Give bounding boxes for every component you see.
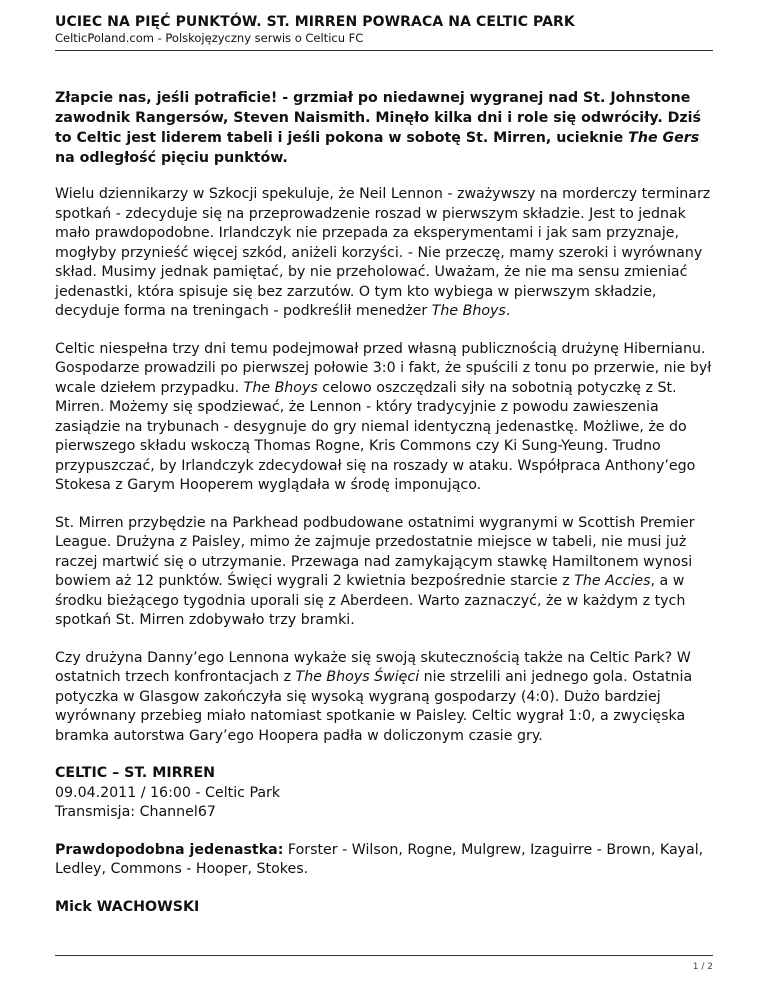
match-date: 09.04.2011 / 16:00 - Celtic Park bbox=[55, 784, 281, 801]
match-info bbox=[55, 764, 717, 823]
paragraph-2: Celtic niespełna trzy dni temu podejmował przed własną publicznością drużynę Hibernianu. Gospodarze prowadzili po pierwszej połowie 3:0 i fakt, że spuścili z tonu po przerwie, nie był wcale dziełem przypadku. The Bhoys celowo oszczędzali siły na sobotnią potyczkę z St. Mirren. Możemy się spodziewać, że Lennon - który tradycyjnie z powodu zawieszenia zasiądzie na trybunach - desygnuje do gry niemal identyczną jedenastkę. Możliwe, że do pierwszego składu wskoczą Thomas Rogne, Kris Commons czy Ki Sung-Yeung. Trudno przypuszczać, by Irlandczyk zdecydował się na roszady w ataku. Współpraca Anthony’ego Stokesa z Garym Hooperem wyglądała w środę imponująco. bbox=[55, 340, 712, 493]
footer-divider bbox=[55, 955, 713, 956]
header-divider bbox=[55, 50, 713, 51]
paragraph-3: St. Mirren przybędzie na Parkhead podbudowane ostatnimi wygranymi w Scottish Premier League. Drużyna z Paisley, mimo że zajmuje przedostatnie miejsce w tabeli, nie musi już raczej martwić się o utrzymanie. Przewaga nad zamykającym stawkę Hamiltonem wynosi bowiem aż 12 punktów. Święci wygrali 2 kwietnia bezpośrednie starcie z The Accies, a w środku bieżącego tygodnia uporali się z Aberdeen. Warto zaznaczyć, że w każdym z tych spotkań St. Mirren zdobywało trzy bramki. bbox=[55, 514, 695, 628]
article-body bbox=[55, 88, 717, 917]
article-title: UCIEC NA PIĘĆ PUNKTÓW. ST. MIRREN POWRACA NA CELTIC PARK bbox=[55, 14, 575, 30]
site-subtitle: CelticPoland.com - Polskojęzyczny serwis o Celticu FC bbox=[55, 31, 364, 45]
match-broadcast: Transmisja: Channel67 bbox=[55, 804, 216, 820]
paragraph-4: Czy drużyna Danny’ego Lennona wykaże się swoją skutecznością także na Celtic Park? W ostatnich trzech konfrontacjach z The Bhoys Święci nie strzelili ani jednego gola. Ostatnia potyczka w Glasgow zakończyła się wysoką wygraną gospodarzy (4:0). Dużo bardziej wyrównany przebieg miało natomiast spotkanie w Paisley. Celtic wygrał 1:0, a zwycięska bramka autorstwa Gary’ego Hoopera padła w doliczonym czasie gry. bbox=[55, 649, 693, 744]
lineup-text: Forster - Wilson, Rogne, Mulgrew, Izaguirre - Brown, Kayal, Ledley, Commons - Hooper, Stokes. bbox=[55, 841, 704, 877]
author: Mick WACHOWSKI bbox=[55, 898, 200, 915]
match-title: CELTIC – ST. MIRREN bbox=[55, 765, 216, 781]
lead-paragraph: Złapcie nas, jeśli potraficie! - grzmiał po niedawnej wygranej nad St. Johnstone zawodnik Rangersów, Steven Naismith. Minęło kilka dni i role się odwróciły. Dziś to Celtic jest liderem tabeli i jeśli pokona w sobotę St. Mirren, ucieknie The Gers na odległość pięciu punktów. bbox=[55, 90, 701, 166]
lineup bbox=[55, 841, 717, 880]
document-header bbox=[55, 14, 713, 46]
lineup-label: Prawdopodobna jedenastka: bbox=[55, 841, 284, 858]
paragraph-1: Wielu dziennikarzy w Szkocji spekuluje, że Neil Lennon - zważywszy na morderczy terminarz spotkań - zdecyduje się na przeprowadzenie roszad w pierwszym składzie. Jest to jednak mało prawdopodobne. Irlandczyk nie przepada za eksperymentami i jak sam przyznaje, mogłyby przynieść więcej szkód, aniżeli korzyści. - Nie przeczę, mamy szeroki i wyrównany skład. Musimy jednak pamiętać, by nie przeholować. Uważam, że nie ma sensu zmieniać jedenastki, która spisuje się bez zarzutów. O tym kto wybiega w pierwszym składzie, decyduje forma na treningach - podkreślił menedżer The Bhoys. bbox=[55, 186, 711, 319]
team-nickname: The Gers bbox=[628, 130, 700, 146]
page-number: 1 / 2 bbox=[692, 962, 713, 972]
